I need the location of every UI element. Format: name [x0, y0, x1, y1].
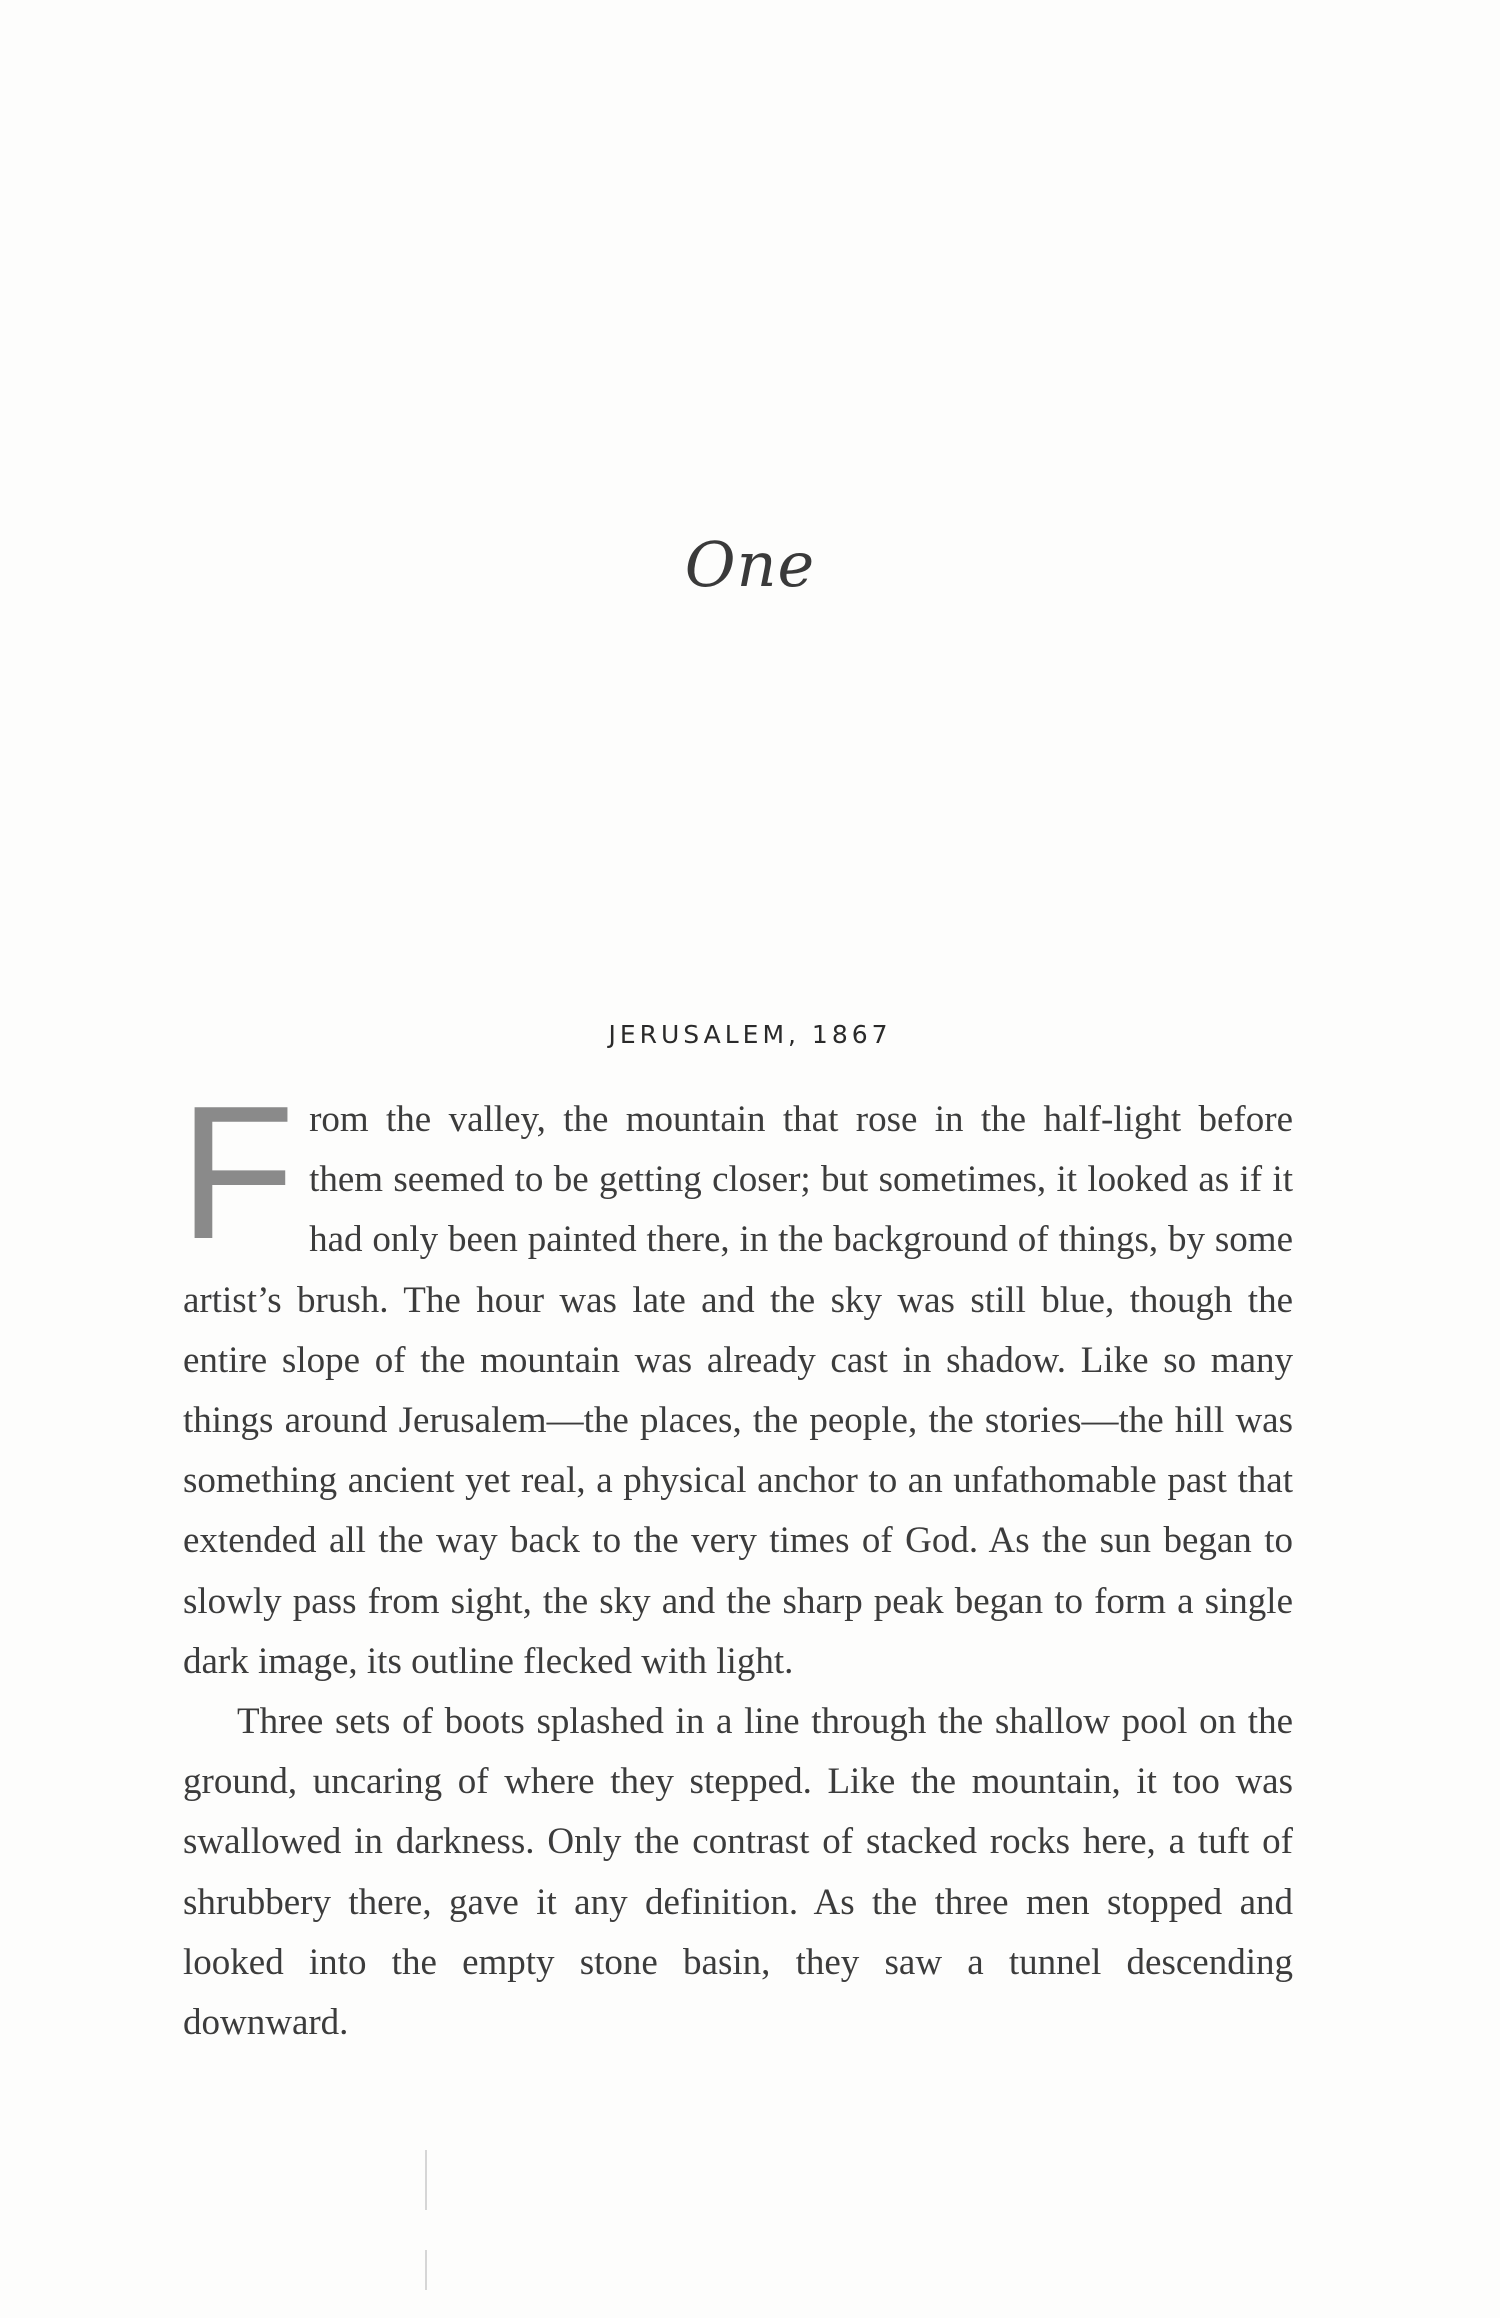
- paragraph: [179, 1067, 1293, 1692]
- paragraph-text: rom the valley, the mountain that rose in the half-light before them seemed to be getting closer; but sometimes, it looked as if it had only been painted there, in the background of things, by some artist’s brush. The hour was late and the sky was still blue, though the entire slope of the mountain was already cast in shadow. Like so many things around Jerusalem—the places, the people, the stories—the hill was something ancient yet real, a physical anchor to an unfathomable past that extended all the way back to the very times of God. As the sun began to slowly pass from sight, the sky and the sharp peak began to form a single dark image, its outline flecked with light.: [183, 1099, 1293, 1682]
- chapter-title: One: [684, 528, 816, 601]
- scan-artifact: [425, 2250, 427, 2290]
- drop-cap-letter: F: [179, 1067, 296, 1279]
- paragraph: Three sets of boots splashed in a line through the shallow pool on the ground, uncaring of where they stepped. Like the mountain, it too was swallowed in darkness. Only the contrast of stacked rocks here, a tuft of shrubbery there, gave it any definition. As the three men stopped and looked into the empty stone basin, they saw a tunnel descending downward.: [183, 1701, 1293, 2044]
- place-date-heading: JERUSALEM, 1867: [608, 1020, 892, 1049]
- chapter-body: [179, 1067, 1293, 2053]
- scan-artifact: [425, 2150, 427, 2210]
